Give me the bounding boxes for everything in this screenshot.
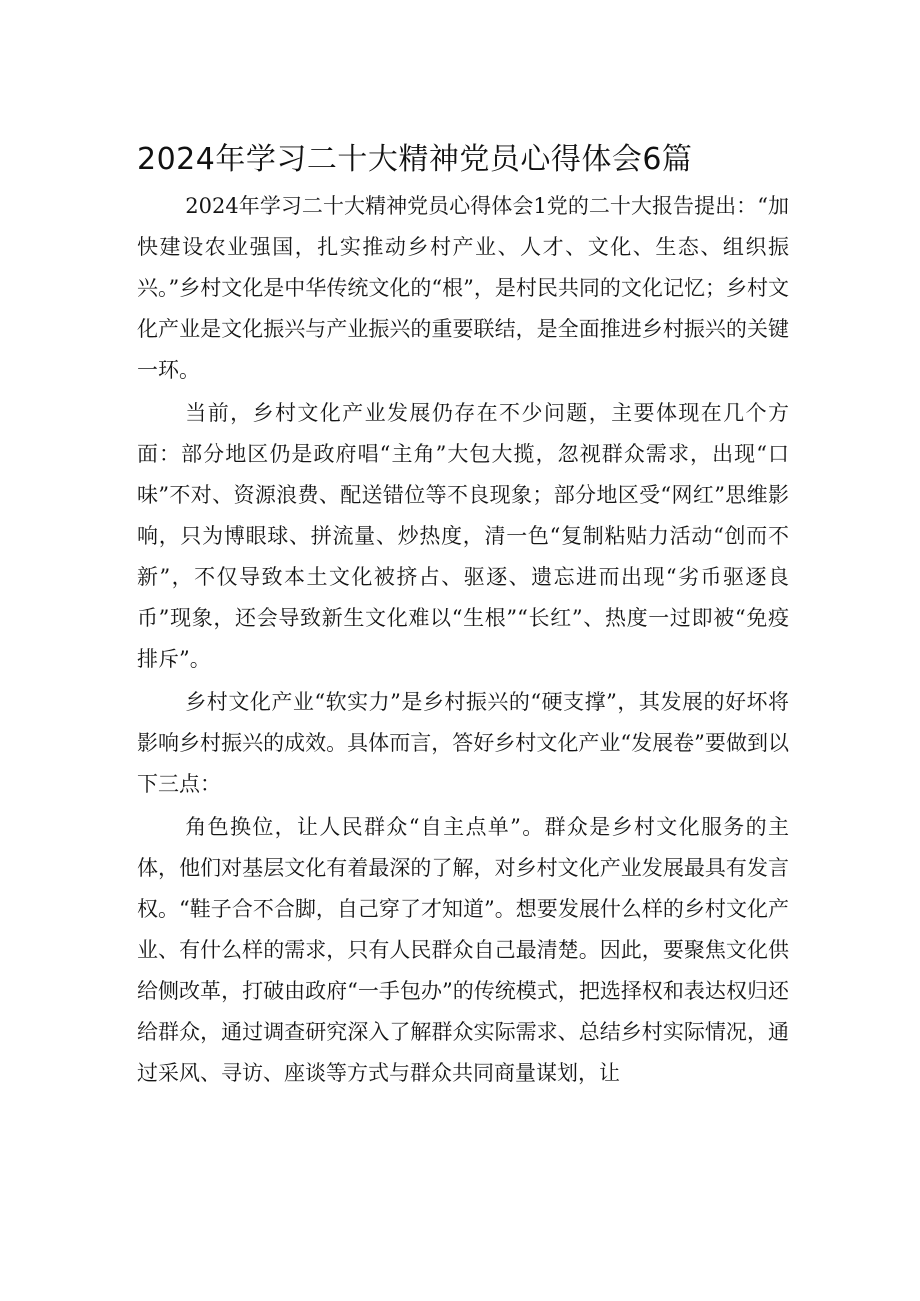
paragraph-1: 2024年学习二十大精神党员心得体会1党的二十大报告提出：“加快建设农业强国，扎实推动乡村产业、人才、文化、生态、组织振兴。”乡村文化是中华传统文化的“根”，是村民共同的文化记忆；乡村文化产业是文化振兴与产业振兴的重要联结，是全面推进乡村振兴的关键一环。	[137, 194, 789, 382]
paragraph-4: 角色换位，让人民群众“自主点单”。群众是乡村文化服务的主体，他们对基层文化有着最深的了解，对乡村文化产业发展最具有发言权。“鞋子合不合脚，自己穿了才知道”。想要发展什么样的乡村文化产业、有什么样的需求，只有人民群众自己最清楚。因此，要聚焦文化供给侧改革，打破由政府“一手包办”的传统模式，把选择权和表达权归还给群众，通过调查研究深入了解群众实际需求、总结乡村实际情况，通过采风、寻访、座谈等方式与群众共同商量谋划，让	[137, 815, 789, 1085]
paragraph-3: 乡村文化产业“软实力”是乡村振兴的“硬支撑”，其发展的好坏将影响乡村振兴的成效。具体而言，答好乡村文化产业“发展卷”要做到以下三点：	[137, 690, 789, 796]
paragraph-2: 当前，乡村文化产业发展仍存在不少问题，主要体现在几个方面：部分地区仍是政府唱“主角”大包大揽，忽视群众需求，出现“口味”不对、资源浪费、配送错位等不良现象；部分地区受“网红”思维影响，只为博眼球、拼流量、炒热度，清一色“复制粘贴力活动“创而不新”，不仅导致本土文化被挤占、驱逐、遗忘进而出现“劣币驱逐良币”现象，还会导致新生文化难以“生根”“长红”、热度一过即被“免疫排斥”。	[137, 401, 789, 671]
document-body	[137, 186, 789, 1096]
document-title: 2024年学习二十大精神党员心得体会6篇	[137, 142, 693, 178]
